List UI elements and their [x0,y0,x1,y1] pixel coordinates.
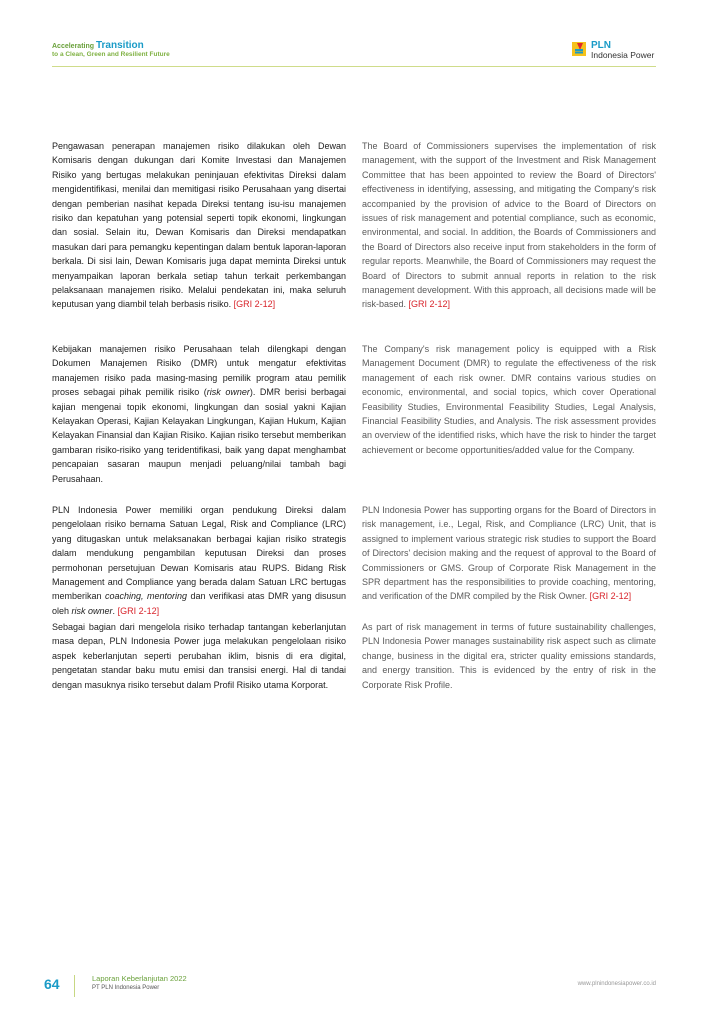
pln-logo [572,40,656,60]
header-title-small: Accelerating [52,43,95,50]
paragraph-text: Kebijakan manajemen risiko Perusahaan telah dilengkapi dengan Dokumen Manajemen Risiko (DMR) untuk mengatur efektivitas manajemen risiko pada masing-masing pemilik program atau pemilik proses sebagai pihak pemilik risiko ( [52,344,346,398]
paragraph-text: The Company's risk management policy is equipped with a Risk Management Document (DMR) to regulate the effectiveness of the risk management of each risk owner. DMR contains various studies on economic, environmental, and social topics, which cover Operational Feasibility Studies, Environmental Feasibility Studies, Legal Analysis, Financial Feasibility Studies, and Analysis. The risk assessment provides an overview of the identified risks, which have the risk to hinder the target achievement or become opportunities/added value for the Company. [362,344,656,455]
logo-company-name: Indonesia Power [591,50,655,60]
page-header [52,40,656,66]
page-footer [0,970,724,1000]
paragraph-text: The Board of Commissioners supervises the implementation of risk management, with the support of the Investment and Risk Management Committee that has been appointed to review the Board of Directors' effectiveness in identifying, assessing, and mitigating the Company's risk accompanied by the provision of advice to the Board of Directors on issues of risk management and potential compliance, such as economic, environmental, and social. In addition, the Boards of Commissioners and the Board of Directors also receive input from stakeholders in the form of regular reports. Meanwhile, the Board of Commissioners may request the Board of Directors to submit annual reports in relation to the risk management development. With this approach, all decisions made will be risk-based. [362,141,656,310]
paragraph-text: Sebagai bagian dari mengelola risiko terhadap tantangan keberlanjutan masa depan, PLN Indonesia Power juga melakukan pengelolaan risiko aspek keberlanjutan seperti perubahan iklim, bisnis di era digital, pengetatan standar baku mutu emisi dan transisi energi. Hal di tandai dengan masuknya risiko tersebut dalam Profil Risiko utama Korporat. [52,622,346,690]
header-title-big: Transition [95,40,144,51]
paragraph [362,342,656,457]
lightning-icon [572,42,586,56]
paragraph-text: risk owner [206,387,250,398]
gri-reference: [GRI 2-12] [117,605,160,616]
paragraph-text: Pengawasan penerapan manajemen risiko dilakukan oleh Dewan Komisaris dengan dukungan dari Komite Investasi dan Manajemen Risiko yang bertugas melakukan peninjauan efektivitas Direksi dalam mengidentifikasi, menilai dan memitigasi risiko Perusahaan yang disertai dengan pemberian nasihat kepada Direksi tentang isu-isu manajemen risiko dan kepatuhan yang potensial seperti topik ekonomi, lingkungan dan sosial. Selain itu, Dewan Komisaris dan Direksi mendapatkan masukan dari para pemangku kepentingan dalam bentuk laporan-laporan berkala. Di sisi lain, Dewan Komisaris juga dapat meminta Direksi untuk menyampaikan laporan berkala setiap tahun terkait perkembangan pelaksanaan manajemen risiko. Melalui pendekatan ini, maka seluruh keputusan yang diambil telah berbasis risiko. [52,141,346,310]
paragraph [52,342,346,486]
paragraph [362,139,656,312]
gri-reference: [GRI 2-12] [233,299,276,310]
paragraph [362,620,656,692]
paragraph [52,503,346,618]
paragraph-text: . [112,605,118,616]
paragraph [52,139,346,312]
company-name: PT PLN Indonesia Power [92,985,160,991]
footer-divider [74,975,75,997]
paragraph-text: As part of risk management in terms of future sustainability challenges, PLN Indonesia Power manages sustainability risk aspect such as climate change, business in the digital era, stricter quality emissions standards, and energy transition. This is evidenced by the entry of risk in the Corporate Risk Profile. [362,622,656,690]
paragraph-text: risk owner [71,605,113,616]
header-subtitle: to a Clean, Green and Resilient Future [52,51,170,58]
paragraph-text: PLN Indonesia Power has supporting organs for the Board of Directors in risk management, i.e., Legal, Risk, and Compliance (LRC) Unit, that is assigned to implement various strategic risk studies to support the Board of Directors' decision making and the request of approval to the Board of Commissioners or GMS. Group of Corporate Risk Management in the SPR department has the responsibilities to provide coaching, mentoring, and verification of the DMR compiled by the Risk Owner. [362,505,656,602]
gri-reference: [GRI 2-12] [408,299,451,310]
header-title [52,40,144,51]
gri-reference: [GRI 2-12] [589,591,632,602]
paragraph-text: PLN Indonesia Power memiliki organ pendukung Direksi dalam pengelolaan risiko bernama Satuan Legal, Risk and Compliance (LRC) yang ditugaskan untuk melaksanakan berbagai kajian risiko strategis dalam mendukung pengambilan keputusan Direksi dan proses permohonan persetujuan Dewan Komisaris atau RUPS. Bidang Risk Management and Compliance yang berada dalam Satuan LRC bertugas memberikan [52,505,346,602]
header-divider [52,66,656,67]
logo-pln-text: PLN [591,40,611,51]
report-title: Laporan Keberlanjutan 2022 [92,974,187,983]
paragraph-text: ). DMR berisi berbagai kajian mengenai topik ekonomi, lingkungan dan sosial yakni Kajian Kelayakan Operasi, Kajian Kelayakan Lingkungan, Kajian Hukum, Kajian Kelayakan Finansial dan Kajian Risiko. Kajian risiko tersebut memberikan gambaran risiko-risiko yang teridentifikasi, baik yang dapat menghambat pencapaian sasaran maupun menjadi peluang/nilai tambah bagi Perusahaan. [52,387,347,484]
website-url: www.plnindonesiapower.co.id [577,981,656,987]
paragraph [52,620,346,692]
paragraph [362,503,656,604]
paragraph-text: coaching, mentoring [105,591,188,602]
paragraph-text: dan verifikasi atas DMR yang disusun oleh [52,591,346,616]
page-number: 64 [44,976,60,992]
